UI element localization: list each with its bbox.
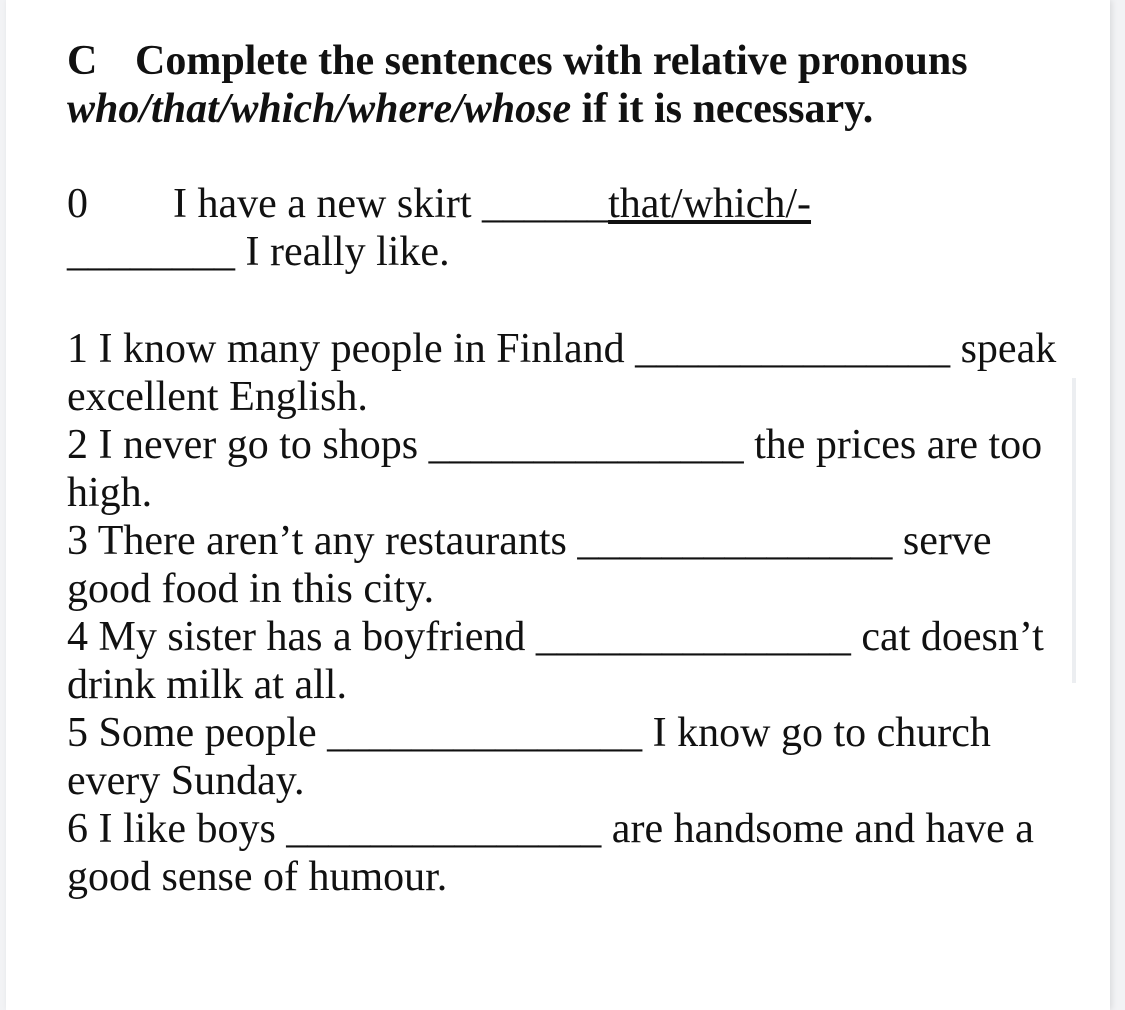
- instruction-text-start: Complete the sentences with relative pronouns: [135, 38, 968, 84]
- sentence-item-4: 4 My sister has a boyfriend _______________ cat doesn’t drink milk at all.: [67, 614, 1044, 708]
- example-text-start: I have a new skirt ______: [173, 181, 609, 227]
- instruction-text-end: if it is necessary.: [571, 86, 874, 132]
- worksheet-page: [6, 0, 1110, 1010]
- sentence-item-1: 1 I know many people in Finland _______________ speak excellent English.: [67, 326, 1057, 420]
- example-text-end: I really like.: [235, 229, 450, 275]
- sentence-item-2: 2 I never go to shops _______________ the prices are too high.: [67, 422, 1043, 516]
- sentence-item-5: 5 Some people _______________ I know go to church every Sunday.: [67, 710, 991, 804]
- exercise-letter: C: [67, 38, 98, 84]
- example-sentence: [67, 180, 1057, 276]
- example-number: 0: [67, 181, 88, 227]
- instruction-pronoun-list: who/that/which/where/whose: [67, 86, 572, 132]
- sentence-item-6: 6 I like boys _______________ are handsome and have a good sense of humour.: [67, 806, 1034, 900]
- scroll-track: [1072, 378, 1076, 683]
- sentence-item-3: 3 There aren’t any restaurants _______________ serve good food in this city.: [67, 518, 992, 612]
- exercise-content: [67, 37, 1057, 901]
- exercise-heading: [67, 37, 1057, 133]
- example-answer: that/which/-: [608, 181, 812, 227]
- example-blank: ________: [67, 229, 235, 275]
